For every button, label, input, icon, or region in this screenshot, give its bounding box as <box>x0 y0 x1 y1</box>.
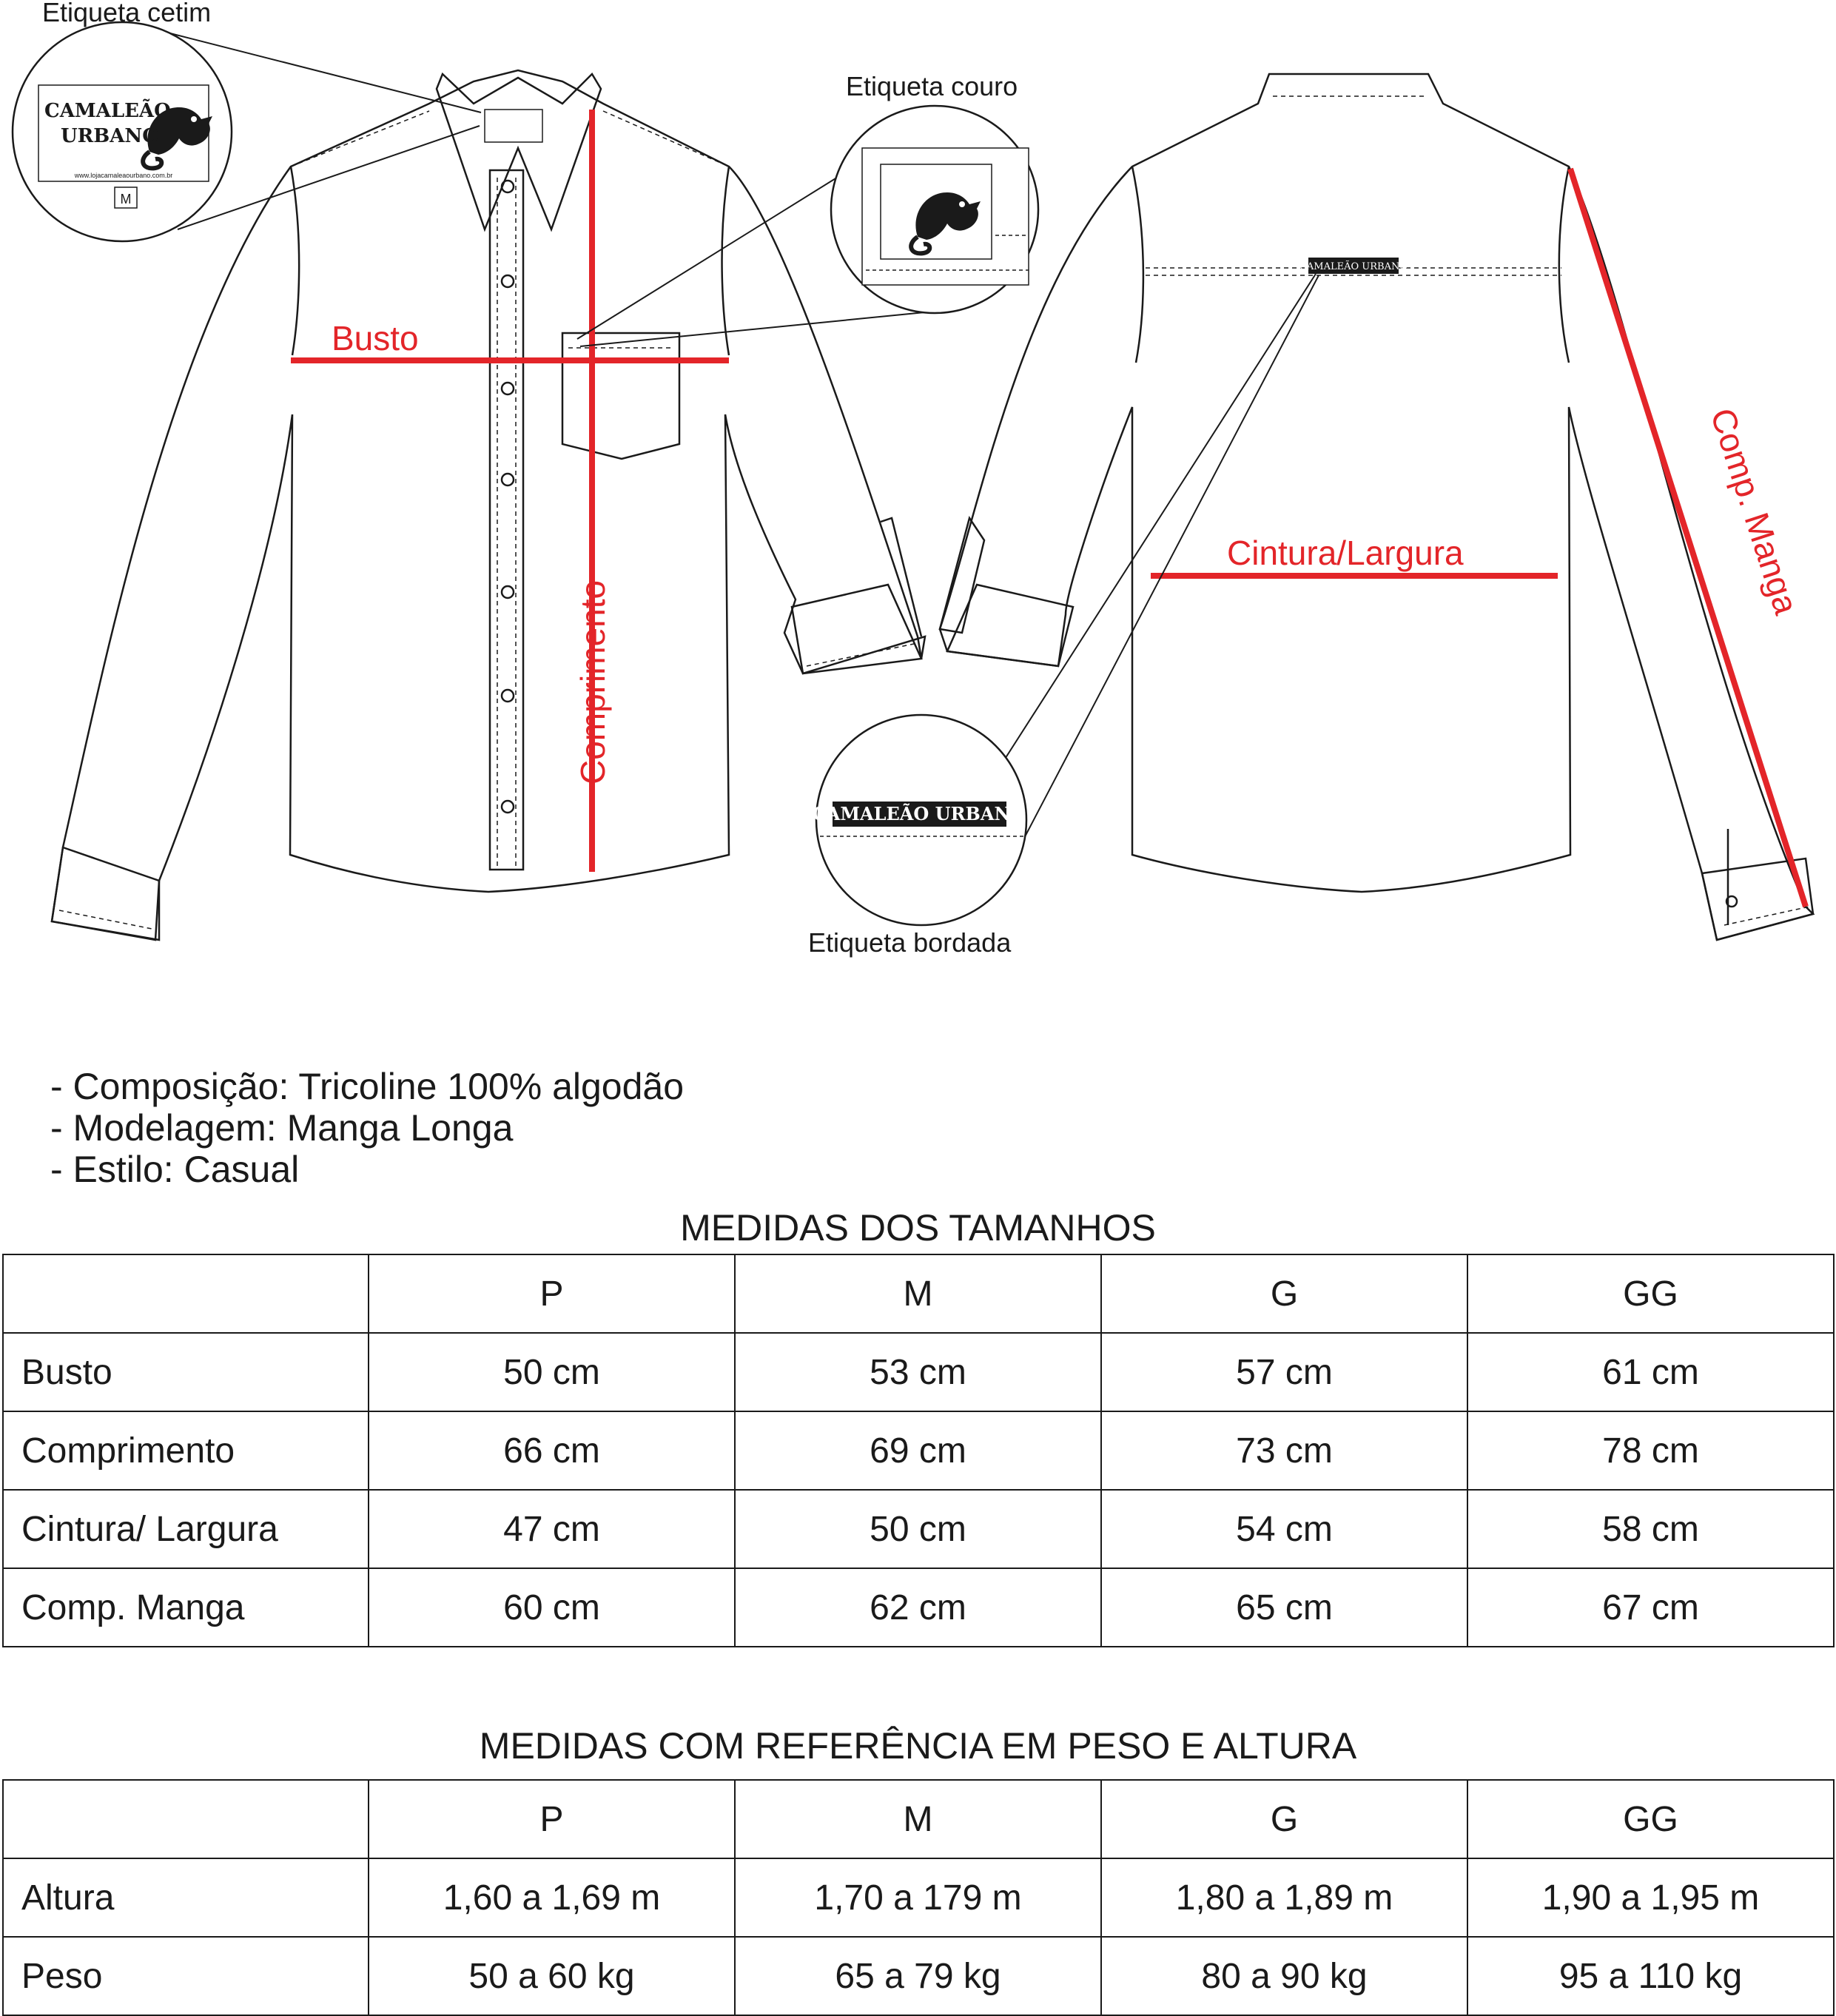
satin-website: www.lojacamaleaourbano.com.br <box>74 172 173 179</box>
satin-size-tag: M <box>120 192 132 206</box>
table-cell: 50 cm <box>369 1333 735 1411</box>
waist-label: Cintura/Largura <box>1227 534 1464 572</box>
row-label: Peso <box>3 1937 369 2015</box>
table-cell: 47 cm <box>369 1490 735 1568</box>
embroidered-label-caption: Etiqueta bordada <box>808 927 1012 958</box>
header-cell: P <box>369 1254 735 1333</box>
spec-list <box>50 1066 684 1190</box>
header-cell: P <box>369 1780 735 1858</box>
table-row <box>3 1411 1834 1490</box>
table-cell: 58 cm <box>1467 1490 1834 1568</box>
table-row <box>3 1333 1834 1411</box>
row-label: Comp. Manga <box>3 1568 369 1647</box>
header-cell: GG <box>1467 1780 1834 1858</box>
row-label: Cintura/ Largura <box>3 1490 369 1568</box>
table-cell: 65 a 79 kg <box>735 1937 1101 2015</box>
callout-leaders <box>170 33 1319 844</box>
table-cell: 54 cm <box>1101 1490 1467 1568</box>
table-cell: 69 cm <box>735 1411 1101 1490</box>
table-row <box>3 1937 1834 2015</box>
table-cell: 57 cm <box>1101 1333 1467 1411</box>
header-cell: M <box>735 1254 1101 1333</box>
table-cell: 95 a 110 kg <box>1467 1937 1834 2015</box>
table-cell: 1,80 a 1,89 m <box>1101 1858 1467 1937</box>
table-row <box>3 1858 1834 1937</box>
table-cell: 66 cm <box>369 1411 735 1490</box>
sleeve-label: Comp. Manga <box>1703 403 1806 619</box>
header-cell <box>3 1780 369 1858</box>
table-cell: 50 a 60 kg <box>369 1937 735 2015</box>
table-cell: 1,60 a 1,69 m <box>369 1858 735 1937</box>
table-cell: 50 cm <box>735 1490 1101 1568</box>
spec-style: - Estilo: Casual <box>50 1149 300 1190</box>
table-cell: 1,90 a 1,95 m <box>1467 1858 1834 1937</box>
table-header-row <box>3 1780 1834 1858</box>
satin-brand-line2: URBANO <box>61 125 159 147</box>
satin-label-caption: Etiqueta cetim <box>42 0 212 27</box>
length-label: Comprimento <box>574 579 612 784</box>
spec-composition: - Composição: Tricoline 100% algodão <box>50 1066 685 1107</box>
table-cell: 73 cm <box>1101 1411 1467 1490</box>
table-cell: 53 cm <box>735 1333 1101 1411</box>
neck-label-small <box>485 110 542 142</box>
table-cell: 62 cm <box>735 1568 1101 1647</box>
reference-table <box>2 1779 1835 2016</box>
sizes-table-title: MEDIDAS DOS TAMANHOS <box>680 1207 1156 1249</box>
table-cell: 65 cm <box>1101 1568 1467 1647</box>
header-cell: G <box>1101 1780 1467 1858</box>
table-cell: 61 cm <box>1467 1333 1834 1411</box>
back-shirt <box>940 74 1813 940</box>
header-cell: G <box>1101 1254 1467 1333</box>
row-label: Altura <box>3 1858 369 1937</box>
table-row <box>3 1490 1834 1568</box>
satin-brand-line1: CAMALEÃO <box>44 100 171 122</box>
sizes-table <box>2 1254 1835 1647</box>
row-label: Busto <box>3 1333 369 1411</box>
table-row <box>3 1568 1834 1647</box>
measurement-lines <box>291 110 1806 907</box>
table-cell: 67 cm <box>1467 1568 1834 1647</box>
header-cell: M <box>735 1780 1101 1858</box>
table-header-row <box>3 1254 1834 1333</box>
spec-fit: - Modelagem: Manga Longa <box>50 1107 514 1149</box>
shirt-technical-diagram <box>0 0 1836 977</box>
table-cell: 60 cm <box>369 1568 735 1647</box>
embroidered-label-text: CAMALEÃO URBANO <box>812 803 1026 824</box>
row-label: Comprimento <box>3 1411 369 1490</box>
table-cell: 80 a 90 kg <box>1101 1937 1467 2015</box>
leather-label-callout <box>831 106 1038 313</box>
reference-table-title: MEDIDAS COM REFERÊNCIA EM PESO E ALTURA <box>479 1725 1357 1767</box>
back-label-text: CAMALEÃO URBANO <box>1299 261 1408 272</box>
leather-label-caption: Etiqueta couro <box>846 71 1018 101</box>
table-cell: 1,70 a 179 m <box>735 1858 1101 1937</box>
bust-label: Busto <box>332 319 419 357</box>
header-cell <box>3 1254 369 1333</box>
header-cell: GG <box>1467 1254 1834 1333</box>
table-cell: 78 cm <box>1467 1411 1834 1490</box>
